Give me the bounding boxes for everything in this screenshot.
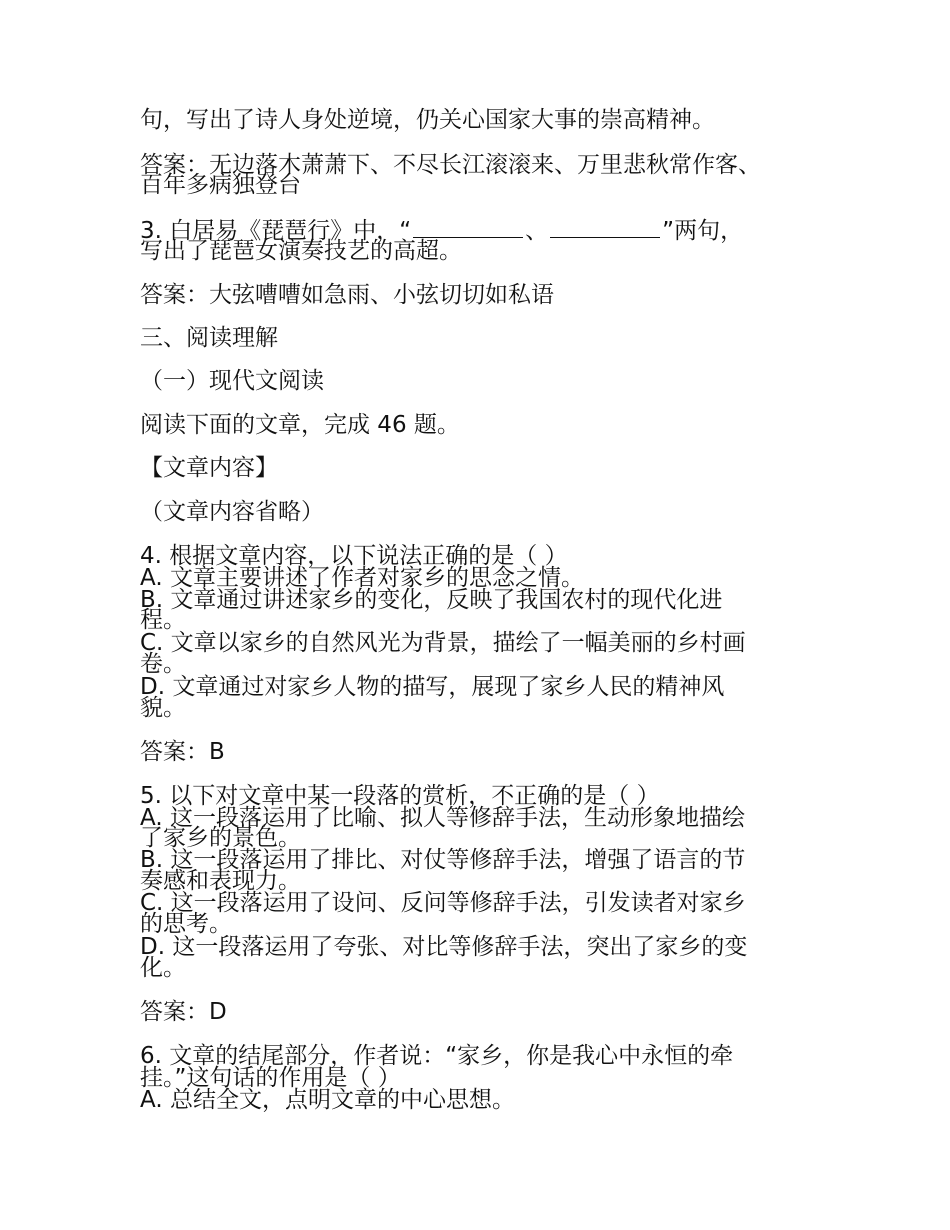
answer-line: 答案：无边落木萧萧下、不尽长江滚滚来、万里悲秋常作客、: [140, 152, 761, 178]
option-c-cont: 卷。: [140, 651, 186, 677]
article-omitted: （文章内容省略）: [140, 499, 324, 525]
question-3-cont: 写出了琵琶女演奏技艺的高超。: [140, 238, 462, 264]
option-a-cont: 了家乡的景色。: [140, 825, 301, 851]
question-5: 5. 以下对文章中某一段落的赏析，不正确的是（ ）: [140, 783, 660, 809]
option-c-cont: 的思考。: [140, 911, 232, 937]
article-label: 【文章内容】: [140, 455, 278, 481]
section-heading: 三、阅读理解: [140, 325, 278, 351]
option-d: D. 文章通过对家乡人物的描写，展现了家乡人民的精神风: [140, 674, 725, 700]
question-6-cont: 挂。”这句话的作用是（ ）: [140, 1065, 401, 1091]
question-6: 6. 文章的结尾部分，作者说：“家乡，你是我心中永恒的牵: [140, 1043, 734, 1069]
answer-line: 答案：大弦嘈嘈如急雨、小弦切切如私语: [140, 282, 554, 308]
question-3-prefix: 3. 白居易《琵琶行》中，“: [140, 218, 412, 244]
option-c: C. 这一段落运用了设问、反问等修辞手法，引发读者对家乡: [140, 890, 746, 916]
instruction-line: 阅读下面的文章，完成 46 题。: [140, 412, 460, 438]
option-c: C. 文章以家乡的自然风光为背景，描绘了一幅美丽的乡村画: [140, 630, 746, 656]
option-a: A. 这一段落运用了比喻、拟人等修辞手法，生动形象地描绘: [140, 805, 745, 831]
answer-line-cont: 百年多病独登台: [140, 172, 301, 198]
text-line: 句，写出了诗人身处逆境，仍关心国家大事的崇高精神。: [140, 107, 715, 133]
answer-line: 答案：D: [140, 999, 227, 1025]
option-b-cont: 程。: [140, 607, 186, 633]
blank-separator: 、: [525, 218, 549, 244]
option-a: A. 文章主要讲述了作者对家乡的思念之情。: [140, 565, 584, 591]
answer-line: 答案：B: [140, 739, 225, 765]
option-b: B. 这一段落运用了排比、对仗等修辞手法，增强了语言的节: [140, 847, 746, 873]
option-d-cont: 化。: [140, 955, 186, 981]
option-d: D. 这一段落运用了夸张、对比等修辞手法，突出了家乡的变: [140, 934, 748, 960]
option-a: A. 总结全文，点明文章的中心思想。: [140, 1087, 515, 1113]
subsection-heading: （一）现代文阅读: [140, 368, 324, 394]
question-3-suffix: ”两句，: [662, 218, 744, 244]
option-b: B. 文章通过讲述家乡的变化，反映了我国农村的现代化进: [140, 587, 723, 613]
fill-blank-2: [550, 219, 660, 238]
question-4: 4. 根据文章内容，以下说法正确的是（ ）: [140, 543, 568, 569]
option-d-cont: 貌。: [140, 695, 186, 721]
option-b-cont: 奏感和表现力。: [140, 868, 301, 894]
fill-blank-1: [413, 219, 523, 238]
